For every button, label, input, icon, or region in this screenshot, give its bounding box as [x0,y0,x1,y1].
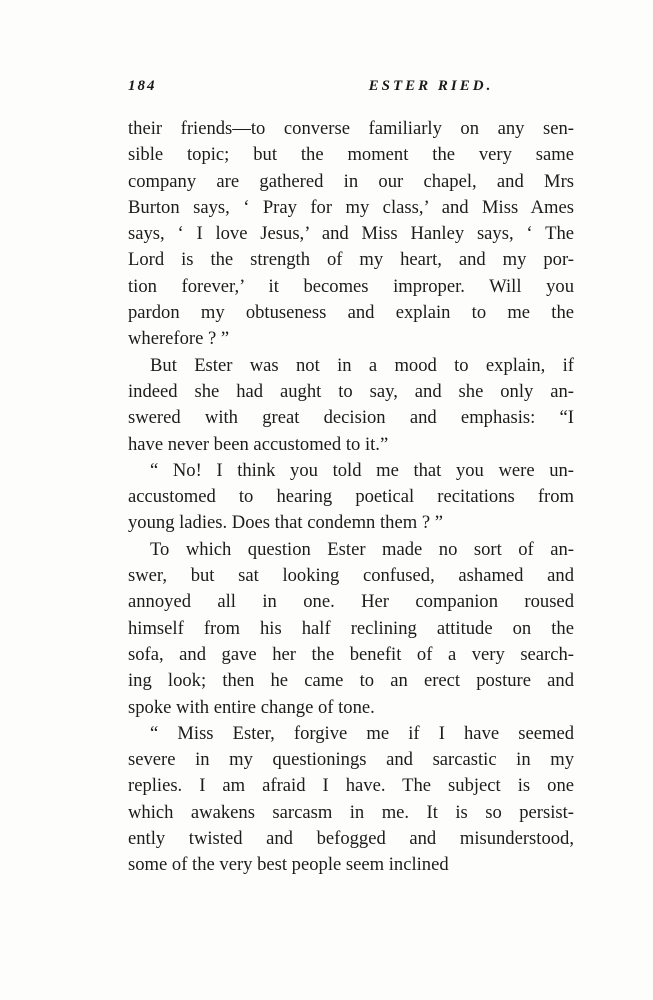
text-line: says, ‘ I love Jesus,’ and Miss Hanley says, ‘ The [128,223,574,245]
text-line: sofa, and gave her the benefit of a very search- [128,643,574,665]
text-line: Lord is the strength of my heart, and my por- [128,249,574,271]
text-line: some of the very best people seem inclined [128,854,449,876]
text-line: ing look; then he came to an erect posture and [128,670,574,692]
body-text [128,116,574,879]
paragraph [128,116,574,353]
text-line: To which question Ester made no sort of an- [150,538,574,560]
paragraph [128,353,574,458]
text-line: tion forever,’ it becomes improper. Will you [128,275,574,297]
running-head [128,78,574,100]
text-line: himself from his half reclining attitude on the [128,617,574,639]
text-line: sible topic; but the moment the very same [128,144,574,166]
text-line: But Ester was not in a mood to explain, if [150,354,574,376]
text-line: annoyed all in one. Her companion roused [128,591,574,613]
text-line: have never been accustomed to it.” [128,433,389,455]
text-line: accustomed to hearing poetical recitations from [128,486,574,508]
text-line: Burton says, ‘ Pray for my class,’ and Miss Ames [128,196,574,218]
text-line: “ No! I think you told me that you were un- [150,459,574,481]
paragraph [128,537,574,721]
text-line: young ladies. Does that condemn them ? ” [128,512,443,534]
paragraph [128,721,574,879]
text-line: “ Miss Ester, forgive me if I have seemed [150,722,574,744]
text-line: severe in my questionings and sarcastic in my [128,749,574,771]
text-line: which awakens sarcasm in me. It is so persist- [128,801,574,823]
text-line: pardon my obtuseness and explain to me the [128,302,574,324]
book-title: ESTER RIED. [368,78,494,94]
text-line: swer, but sat looking confused, ashamed and [128,565,574,587]
text-line: swered with great decision and emphasis: “I [128,407,574,429]
text-line: replies. I am afraid I have. The subject is one [128,775,574,797]
text-line: company are gathered in our chapel, and Mrs [128,170,574,192]
text-line: their friends—to converse familiarly on any sen- [128,118,574,139]
text-line: indeed she had aught to say, and she only an- [128,380,574,402]
paragraph [128,458,574,537]
text-line: wherefore ? ” [128,328,230,350]
text-line: spoke with entire change of tone. [128,696,375,718]
page-number: 184 [128,78,157,94]
text-line: ently twisted and befogged and misunderstood, [128,828,574,850]
